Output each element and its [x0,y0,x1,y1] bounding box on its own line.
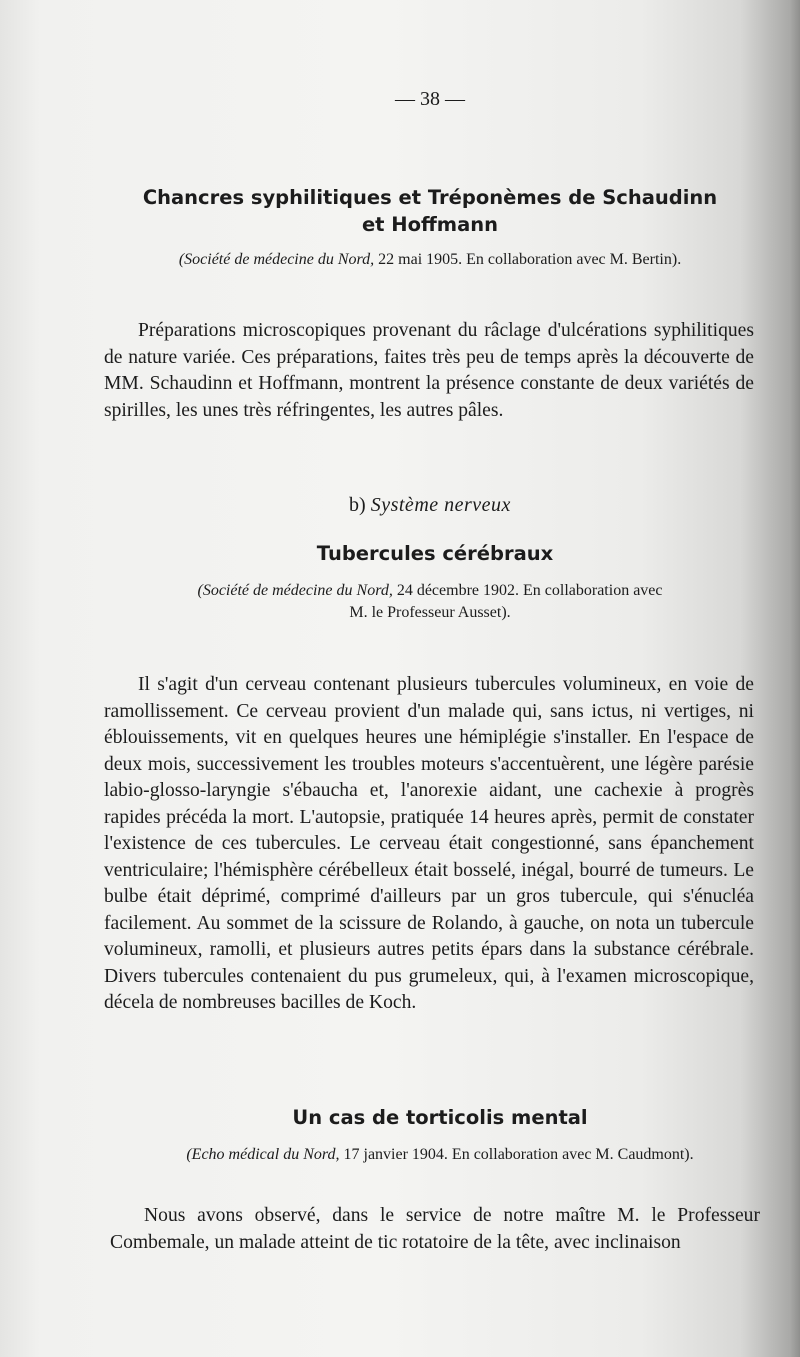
page-number: — 38 — [395,88,465,110]
article-title-line1: Chancres syphilitiques et Tréponèmes de Schaudinn [142,186,718,209]
source-line1 [140,580,720,602]
source-journal: (Echo médical du Nord, [186,1146,340,1163]
article-title-tubercules: Tubercules cérébraux [316,542,554,565]
article-source-chancres [110,249,750,271]
article-body-torticolis: Nous avons observé, dans le service de notre maître M. le Professeur Combemale, un malade atteint de tic rotatoire de la tête, avec inclinaison [110,1205,760,1253]
source-details: 17 janvier 1904. En collaboration avec M. Caudmont). [339,1146,694,1163]
article-body-tubercules: Il s'agit d'un cerveau contenant plusieurs tubercules volumineux, en voie de ramollissement. Ce cerveau provient d'un malade qui, sans ictus, ni vertiges, ni éblouissements, vit en quelques heures une hémiplégie s'installer. En l'espace de deux mois, successivement les troubles moteurs s'accentuèrent, une légère parésie labio-glosso-laryngie s'ébaucha et, l'anorexie aidant, une cachexie à progrès rapides précéda la mort. L'autopsie, pratiquée 14 heures après, permit de constater l'existence de ces tubercules. Le cerveau était congestionné, sans épanchement ventriculaire; l'hémisphère cérébelleux était bosselé, inégal, bourré de tumeurs. Le bulbe était déprimé, comprimé d'ailleurs par un gros tubercule, qui s'énucléa facilement. Au sommet de la scissure de Rolando, à gauche, on nota un tubercule volumineux, ramolli, et plusieurs autres petits épars dans la substance cérébrale. Divers tubercules contenaient du pus grumeleux, qui, à l'examen microscopique, décela de nombreuses bacilles de Koch. [104,674,754,1013]
article-source-torticolis [110,1144,770,1166]
source-line2: M. le Professeur Ausset). [349,604,511,621]
source-journal: (Société de médecine du Nord, [197,582,393,599]
source-journal: (Société de médecine du Nord, [178,251,375,268]
article-title-torticolis: Un cas de torticolis mental [292,1106,588,1129]
article-body-chancres: Préparations microscopiques provenant du râclage d'ulcérations syphilitiques de nature variée. Ces préparations, faites très peu de temps après la découverte de MM. Schaudinn et Hoffmann, montrent la présence constante de deux variétés de spirilles, les unes très réfringentes, les autres pâles. [104,320,754,421]
source-details: 24 décembre 1902. En collaboration avec [392,582,663,599]
section-heading-nervous-system [250,494,610,517]
source-details: 22 mai 1905. En collaboration avec M. Bertin). [374,251,682,268]
article-title-chancres [120,184,740,238]
section-prefix: b) [349,494,371,516]
section-title: Système nerveux [370,494,511,516]
article-source-tubercules [140,580,720,624]
article-title-line2: et Hoffmann [361,213,499,236]
